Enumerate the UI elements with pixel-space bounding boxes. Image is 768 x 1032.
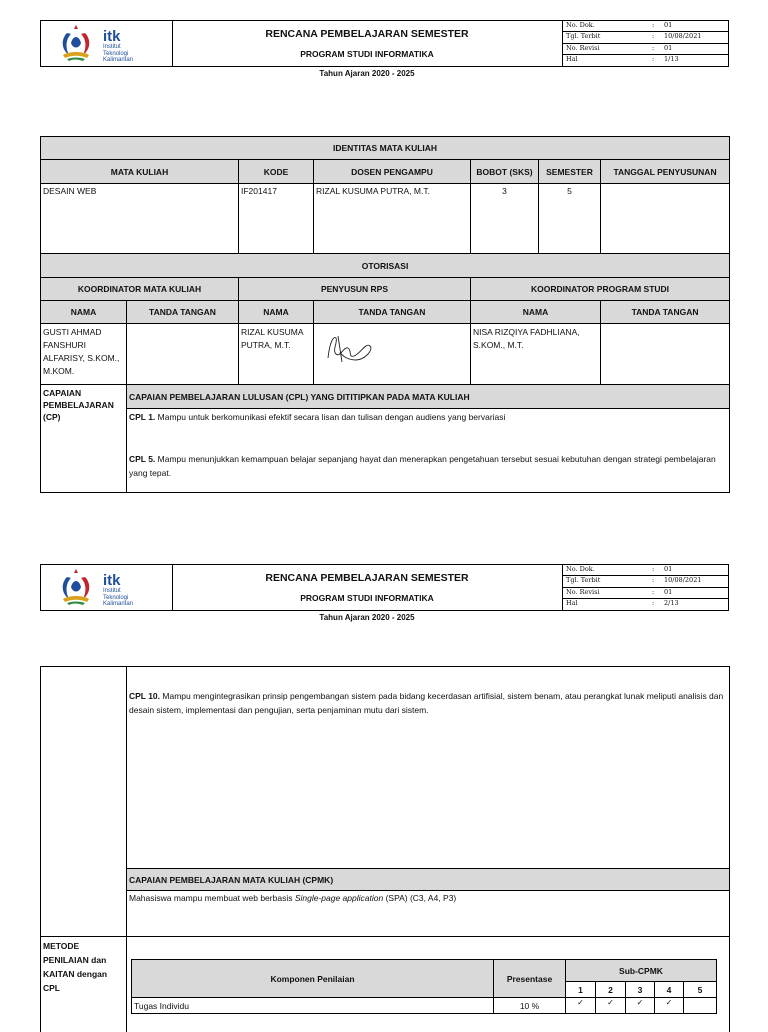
cell-kode: IF201417 [239, 184, 314, 254]
col-semester: SEMESTER [539, 160, 601, 184]
sub-tanda-tangan: TANDA TANGAN [314, 301, 471, 324]
name-koordinator-prodi: NISA RIZQIYA FADHLIANA, S.KOM., M.T. [471, 324, 601, 385]
logo-wordmark: itk [103, 28, 121, 45]
col-bobot: BOBOT (SKS) [471, 160, 539, 184]
logo-line-2: Teknologi [103, 594, 129, 601]
cell-dosen: RIZAL KUSUMA PUTRA, M.T. [314, 184, 471, 254]
sub-cpmk-number: 2 [596, 982, 626, 998]
logo-line-2: Teknologi [103, 50, 129, 57]
metode-label: METODE PENILAIAN dan KAITAN dengan CPL [41, 937, 127, 1032]
cpmk-title: CAPAIAN PEMBELAJARAN MATA KULIAH (CPMK) [127, 869, 730, 891]
document-header-1 [40, 20, 729, 78]
meta-row: Tgl. Terbit : 10/08/2021 [563, 576, 729, 587]
meta-row-page: Hal : 2/13 [566, 598, 679, 607]
cp-label-continued [41, 667, 127, 869]
sub-cpmk-number: 3 [626, 982, 655, 998]
academic-year: Tahun Ajaran 2020 - 2025 [319, 613, 415, 622]
cp-label: CAPAIAN PEMBELAJARAN (CP) [41, 385, 127, 493]
meta-row: Tgl. Terbit : 10/08/2021 [563, 32, 729, 43]
col-mata-kuliah: MATA KULIAH [41, 160, 239, 184]
komponen-name: Tugas Individu [132, 998, 494, 1014]
cell-tanggal [601, 184, 730, 254]
cpl-10: CPL 10. Mampu mengintegrasikan prinsip pengembangan sistem pada bidang kecerdasan artifisial, sistem benam, atau perangkat lunak meliputi analisis dan desain sistem, implementasi dan pengujian, serta penjaminan mutu dari sistem. [127, 667, 730, 869]
meta-row: No. Revisi : 01 [563, 588, 729, 599]
cell-semester: 5 [539, 184, 601, 254]
name-koordinator-mk: GUSTI AHMAD FANSHURI ALFARISY, S.KOM., M.KOM. [41, 324, 127, 385]
sub-tanda-tangan: TANDA TANGAN [601, 301, 730, 324]
check-icon [684, 998, 717, 1014]
col-kode: KODE [239, 160, 314, 184]
check-icon: ✓ [655, 998, 684, 1014]
header-title-block [172, 21, 563, 78]
metode-cell [127, 937, 730, 1032]
group-koordinator-mk: KOORDINATOR MATA KULIAH [41, 278, 239, 301]
itk-logo [41, 565, 173, 610]
program-name: PROGRAM STUDI INFORMATIKA [300, 49, 434, 59]
signature-koordinator-mk [127, 324, 239, 385]
table-row [132, 998, 717, 1014]
col-presentase: Presentase [494, 960, 566, 998]
sub-cpmk-number: 1 [566, 982, 596, 998]
signature-icon [320, 328, 380, 368]
cpl-1: CPL 1. Mampu untuk berkomunikasi efektif secara lisan dan tulisan dengan audiens yang bervariasi [127, 409, 730, 451]
logo-line-1: Institut [103, 44, 121, 50]
name-penyusun-rps: RIZAL KUSUMA PUTRA, M.T. [239, 324, 314, 385]
header-title-block [172, 565, 563, 622]
document-title: RENCANA PEMBELAJARAN SEMESTER [265, 572, 469, 584]
logo-line-3: Kalimantan [103, 601, 134, 607]
cpl-title: CAPAIAN PEMBELAJARAN LULUSAN (CPL) YANG DITITIPKAN PADA MATA KULIAH [127, 385, 730, 409]
cell-bobot: 3 [471, 184, 539, 254]
otorisasi-title: OTORISASI [41, 254, 730, 278]
col-sub-cpmk: Sub-CPMK [566, 960, 717, 982]
check-icon: ✓ [596, 998, 626, 1014]
itk-logo [41, 21, 173, 66]
metode-table [131, 959, 717, 1014]
document-header-2 [40, 564, 729, 622]
rps-table-page-2 [40, 666, 730, 1032]
sub-cpmk-number: 4 [655, 982, 684, 998]
check-icon: ✓ [626, 998, 655, 1014]
document-title: RENCANA PEMBELAJARAN SEMESTER [265, 28, 469, 40]
identitas-title: IDENTITAS MATA KULIAH [41, 137, 730, 160]
sub-cpmk-number: 5 [684, 982, 717, 998]
program-name: PROGRAM STUDI INFORMATIKA [300, 593, 434, 603]
group-koordinator-prodi: KOORDINATOR PROGRAM STUDI [471, 278, 730, 301]
signature-koordinator-prodi [601, 324, 730, 385]
cpmk-text: Mahasiswa mampu membuat web berbasis Single-page application (SPA) (C3, A4, P3) [127, 891, 730, 937]
check-icon: ✓ [566, 998, 596, 1014]
sub-tanda-tangan: TANDA TANGAN [127, 301, 239, 324]
document-meta [563, 565, 729, 610]
signature-penyusun-rps [314, 324, 471, 385]
meta-row: No. Revisi : 01 [563, 44, 729, 55]
meta-row: No. Dok. : 01 [563, 565, 729, 576]
rps-table-page-1 [40, 136, 730, 493]
cell-mata-kuliah: DESAIN WEB [41, 184, 239, 254]
logo-line-1: Institut [103, 588, 121, 594]
sub-nama: NAMA [41, 301, 127, 324]
col-komponen: Komponen Penilaian [132, 960, 494, 998]
logo-wordmark: itk [103, 572, 121, 589]
col-tanggal: TANGGAL PENYUSUNAN [601, 160, 730, 184]
cpl-5: CPL 5. Mampu menunjukkan kemampuan belajar sepanjang hayat dan menerapkan pengetahuan tersebut sesuai kebutuhan dengan strategi pembelajaran yang tepat. [127, 451, 730, 493]
academic-year: Tahun Ajaran 2020 - 2025 [319, 69, 415, 78]
logo-line-3: Kalimantan [103, 57, 134, 63]
sub-nama: NAMA [471, 301, 601, 324]
col-dosen: DOSEN PENGAMPU [314, 160, 471, 184]
meta-row: No. Dok. : 01 [563, 21, 729, 32]
meta-row-page: Hal : 1/13 [566, 54, 679, 63]
document-meta [563, 21, 729, 66]
group-penyusun-rps: PENYUSUN RPS [239, 278, 471, 301]
komponen-presentase: 10 % [494, 998, 566, 1014]
sub-nama: NAMA [239, 301, 314, 324]
